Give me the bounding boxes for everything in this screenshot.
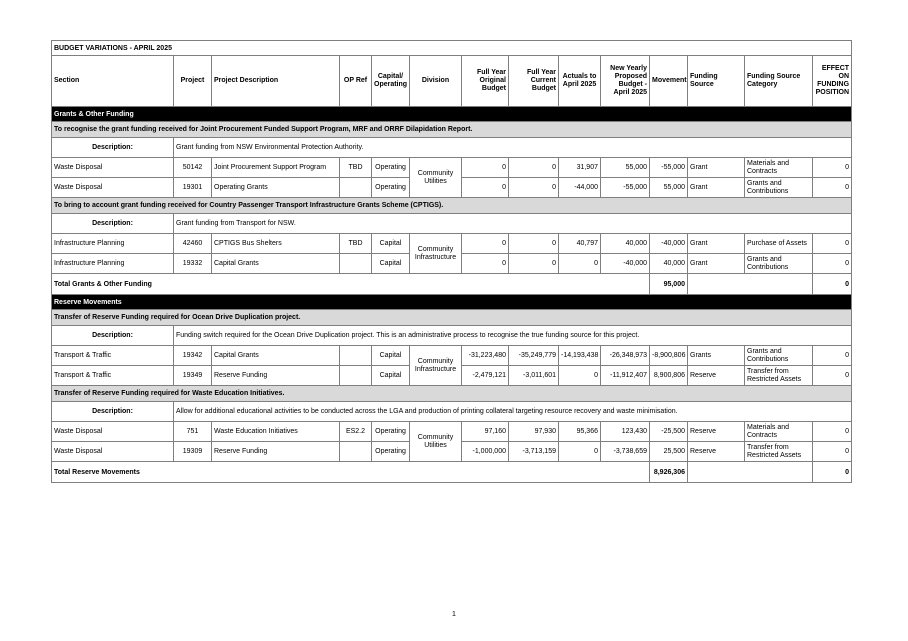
- cell-capital-operating: Capital: [372, 366, 410, 386]
- cell-current-budget: 0: [509, 254, 559, 274]
- description-text: Funding switch required for the Ocean Drive Duplication project. This is an administrative process to recognise the true funding source for this project.: [174, 326, 852, 346]
- section-band: [52, 295, 852, 310]
- item-heading-row: [52, 310, 852, 326]
- cell-current-budget: 0: [509, 234, 559, 254]
- total-movement: 95,000: [650, 274, 688, 295]
- cell-effect: 0: [813, 178, 852, 198]
- description-label: Description:: [52, 214, 174, 234]
- item-heading-row: [52, 386, 852, 402]
- item-heading: To bring to account grant funding received for Country Passenger Transport Infrastructure Grants Scheme (CPTIGS).: [52, 198, 852, 214]
- cell-op-ref: [340, 442, 372, 462]
- cell-proposed-budget: -11,912,407: [601, 366, 650, 386]
- total-effect: 0: [813, 274, 852, 295]
- cell-original-budget: 0: [462, 234, 509, 254]
- table-row: [52, 158, 852, 178]
- description-text: Grant funding from Transport for NSW.: [174, 214, 852, 234]
- cell-movement: 55,000: [650, 178, 688, 198]
- total-label: Total Grants & Other Funding: [52, 274, 650, 295]
- cell-current-budget: 0: [509, 178, 559, 198]
- cell-funding-source: Reserve: [688, 366, 745, 386]
- cell-op-ref: [340, 254, 372, 274]
- cell-description: Operating Grants: [212, 178, 340, 198]
- cell-effect: 0: [813, 442, 852, 462]
- cell-current-budget: -35,249,779: [509, 346, 559, 366]
- cell-proposed-budget: 123,430: [601, 422, 650, 442]
- total-spacer: [688, 462, 813, 483]
- cell-capital-operating: Capital: [372, 254, 410, 274]
- description-label: Description:: [52, 138, 174, 158]
- header-full-year-original: Full Year Original Budget: [462, 56, 509, 107]
- header-funding-category: Funding Source Category: [745, 56, 813, 107]
- cell-description: Capital Grants: [212, 254, 340, 274]
- cell-funding-source: Grant: [688, 178, 745, 198]
- cell-original-budget: -2,479,121: [462, 366, 509, 386]
- header-row: [52, 56, 852, 107]
- cell-effect: 0: [813, 366, 852, 386]
- cell-original-budget: -31,223,480: [462, 346, 509, 366]
- description-row: [52, 214, 852, 234]
- cell-proposed-budget: -55,000: [601, 178, 650, 198]
- header-movement: Movement: [650, 56, 688, 107]
- table-row: [52, 346, 852, 366]
- description-label: Description:: [52, 326, 174, 346]
- cell-actuals: -44,000: [559, 178, 601, 198]
- cell-movement: -8,900,806: [650, 346, 688, 366]
- cell-capital-operating: Capital: [372, 346, 410, 366]
- table-row: [52, 422, 852, 442]
- cell-funding-source: Reserve: [688, 422, 745, 442]
- cell-actuals: 0: [559, 442, 601, 462]
- cell-actuals: 31,907: [559, 158, 601, 178]
- cell-funding-category: Grants and Contributions: [745, 254, 813, 274]
- cell-funding-category: Purchase of Assets: [745, 234, 813, 254]
- cell-movement: -55,000: [650, 158, 688, 178]
- header-project: Project: [174, 56, 212, 107]
- cell-proposed-budget: 40,000: [601, 234, 650, 254]
- cell-effect: 0: [813, 254, 852, 274]
- total-row: [52, 462, 852, 483]
- sheet-title: BUDGET VARIATIONS - APRIL 2025: [52, 41, 852, 56]
- total-effect: 0: [813, 462, 852, 483]
- cell-funding-source: Grant: [688, 254, 745, 274]
- header-section: Section: [52, 56, 174, 107]
- total-label: Total Reserve Movements: [52, 462, 650, 483]
- total-movement: 8,926,306: [650, 462, 688, 483]
- cell-division: Community Infrastructure: [410, 346, 462, 386]
- description-label: Description:: [52, 402, 174, 422]
- item-heading-row: [52, 122, 852, 138]
- cell-section: Infrastructure Planning: [52, 254, 174, 274]
- budget-variations-table: [51, 40, 852, 483]
- page-number: 1: [452, 611, 456, 618]
- cell-proposed-budget: -3,738,659: [601, 442, 650, 462]
- total-row: [52, 274, 852, 295]
- cell-movement: 40,000: [650, 254, 688, 274]
- cell-description: Reserve Funding: [212, 366, 340, 386]
- cell-op-ref: TBD: [340, 158, 372, 178]
- cell-funding-source: Grant: [688, 158, 745, 178]
- cell-section: Waste Disposal: [52, 422, 174, 442]
- section-band: [52, 107, 852, 122]
- cell-project: 50142: [174, 158, 212, 178]
- cell-funding-category: Materials and Contracts: [745, 158, 813, 178]
- cell-description: Joint Procurement Support Program: [212, 158, 340, 178]
- cell-actuals: 0: [559, 366, 601, 386]
- cell-project: 42460: [174, 234, 212, 254]
- cell-funding-source: Grants: [688, 346, 745, 366]
- cell-actuals: -14,193,438: [559, 346, 601, 366]
- header-division: Division: [410, 56, 462, 107]
- cell-movement: 25,500: [650, 442, 688, 462]
- cell-section: Waste Disposal: [52, 178, 174, 198]
- cell-capital-operating: Operating: [372, 422, 410, 442]
- cell-effect: 0: [813, 234, 852, 254]
- header-new-yearly: New Yearly Proposed Budget - April 2025: [601, 56, 650, 107]
- section-band-label: Reserve Movements: [52, 295, 852, 310]
- item-heading-row: [52, 198, 852, 214]
- cell-description: Capital Grants: [212, 346, 340, 366]
- cell-current-budget: -3,713,159: [509, 442, 559, 462]
- header-effect: EFFECT ON FUNDING POSITION: [813, 56, 852, 107]
- cell-actuals: 40,797: [559, 234, 601, 254]
- cell-description: Reserve Funding: [212, 442, 340, 462]
- cell-op-ref: TBD: [340, 234, 372, 254]
- cell-description: Waste Education Initiatives: [212, 422, 340, 442]
- cell-movement: -25,500: [650, 422, 688, 442]
- cell-effect: 0: [813, 158, 852, 178]
- item-heading: Transfer of Reserve Funding required for Ocean Drive Duplication project.: [52, 310, 852, 326]
- cell-project: 19301: [174, 178, 212, 198]
- cell-movement: -40,000: [650, 234, 688, 254]
- cell-funding-category: Grants and Contributions: [745, 346, 813, 366]
- cell-proposed-budget: -26,348,973: [601, 346, 650, 366]
- description-text: Allow for additional educational activities to be conducted across the LGA and production of printing collateral targeting resource recovery and waste minimisation.: [174, 402, 852, 422]
- cell-section: Transport & Traffic: [52, 346, 174, 366]
- cell-op-ref: [340, 366, 372, 386]
- header-funding-source: Funding Source: [688, 56, 745, 107]
- title-row: [52, 41, 852, 56]
- cell-division: Community Utilities: [410, 158, 462, 198]
- cell-section: Infrastructure Planning: [52, 234, 174, 254]
- cell-movement: 8,900,806: [650, 366, 688, 386]
- section-band-label: Grants & Other Funding: [52, 107, 852, 122]
- cell-description: CPTIGS Bus Shelters: [212, 234, 340, 254]
- cell-division: Community Infrastructure: [410, 234, 462, 274]
- cell-current-budget: -3,011,601: [509, 366, 559, 386]
- header-actuals: Actuals to April 2025: [559, 56, 601, 107]
- cell-project: 751: [174, 422, 212, 442]
- header-op-ref: OP Ref: [340, 56, 372, 107]
- cell-funding-category: Materials and Contracts: [745, 422, 813, 442]
- cell-proposed-budget: 55,000: [601, 158, 650, 178]
- cell-original-budget: 0: [462, 178, 509, 198]
- cell-funding-category: Transfer from Restricted Assets: [745, 366, 813, 386]
- cell-division: Community Utilities: [410, 422, 462, 462]
- header-description: Project Description: [212, 56, 340, 107]
- cell-project: 19349: [174, 366, 212, 386]
- header-capital-operating: Capital/ Operating: [372, 56, 410, 107]
- description-row: [52, 138, 852, 158]
- cell-actuals: 0: [559, 254, 601, 274]
- cell-funding-source: Reserve: [688, 442, 745, 462]
- cell-section: Waste Disposal: [52, 158, 174, 178]
- cell-op-ref: [340, 346, 372, 366]
- cell-funding-category: Grants and Contributions: [745, 178, 813, 198]
- cell-effect: 0: [813, 346, 852, 366]
- cell-actuals: 95,366: [559, 422, 601, 442]
- description-row: [52, 402, 852, 422]
- cell-capital-operating: Operating: [372, 442, 410, 462]
- cell-op-ref: ES2.2: [340, 422, 372, 442]
- cell-section: Waste Disposal: [52, 442, 174, 462]
- cell-effect: 0: [813, 422, 852, 442]
- cell-section: Transport & Traffic: [52, 366, 174, 386]
- cell-op-ref: [340, 178, 372, 198]
- cell-funding-category: Transfer from Restricted Assets: [745, 442, 813, 462]
- item-heading: To recognise the grant funding received for Joint Procurement Funded Support Program, MRF and ORRF Dilapidation Report.: [52, 122, 852, 138]
- cell-original-budget: 97,160: [462, 422, 509, 442]
- header-full-year-current: Full Year Current Budget: [509, 56, 559, 107]
- cell-original-budget: 0: [462, 158, 509, 178]
- cell-current-budget: 97,930: [509, 422, 559, 442]
- cell-original-budget: 0: [462, 254, 509, 274]
- cell-funding-source: Grant: [688, 234, 745, 254]
- item-heading: Transfer of Reserve Funding required for Waste Education Initiatives.: [52, 386, 852, 402]
- cell-project: 19309: [174, 442, 212, 462]
- cell-project: 19332: [174, 254, 212, 274]
- cell-capital-operating: Operating: [372, 158, 410, 178]
- cell-original-budget: -1,000,000: [462, 442, 509, 462]
- cell-capital-operating: Capital: [372, 234, 410, 254]
- total-spacer: [688, 274, 813, 295]
- cell-capital-operating: Operating: [372, 178, 410, 198]
- table-row: [52, 234, 852, 254]
- cell-project: 19342: [174, 346, 212, 366]
- cell-proposed-budget: -40,000: [601, 254, 650, 274]
- description-row: [52, 326, 852, 346]
- cell-current-budget: 0: [509, 158, 559, 178]
- description-text: Grant funding from NSW Environmental Protection Authority.: [174, 138, 852, 158]
